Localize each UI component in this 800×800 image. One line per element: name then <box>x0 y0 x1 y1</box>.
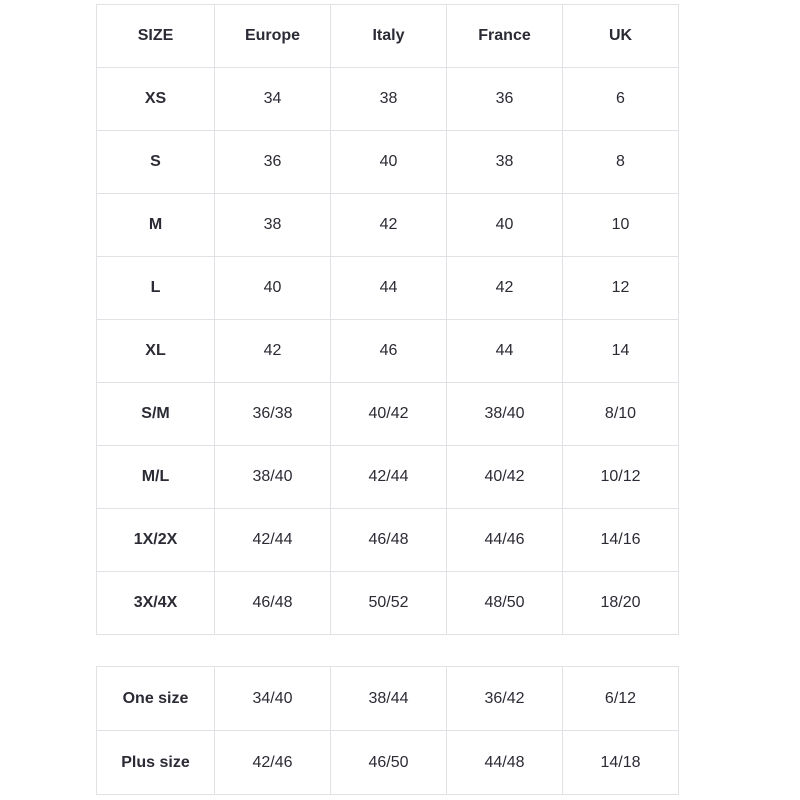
table-row <box>97 509 679 572</box>
cell-size: Plus size <box>97 731 215 795</box>
cell-uk: 8 <box>563 131 679 194</box>
cell-europe: 38 <box>215 194 331 257</box>
cell-size: XL <box>97 320 215 383</box>
cell-size: S/M <box>97 383 215 446</box>
column-header-italy: Italy <box>331 5 447 68</box>
cell-uk: 12 <box>563 257 679 320</box>
cell-europe: 36 <box>215 131 331 194</box>
special-sizes-table <box>96 666 679 795</box>
table-header <box>97 5 679 68</box>
cell-italy: 38 <box>331 68 447 131</box>
cell-france: 40 <box>447 194 563 257</box>
cell-uk: 14 <box>563 320 679 383</box>
cell-uk: 10 <box>563 194 679 257</box>
cell-size: L <box>97 257 215 320</box>
cell-uk: 10/12 <box>563 446 679 509</box>
column-header-france: France <box>447 5 563 68</box>
cell-uk: 6 <box>563 68 679 131</box>
cell-uk: 6/12 <box>563 667 679 731</box>
cell-uk: 14/16 <box>563 509 679 572</box>
cell-size: M <box>97 194 215 257</box>
cell-france: 38 <box>447 131 563 194</box>
cell-france: 36 <box>447 68 563 131</box>
table-row <box>97 68 679 131</box>
cell-france: 44 <box>447 320 563 383</box>
cell-france: 38/40 <box>447 383 563 446</box>
table-row <box>97 257 679 320</box>
table-body <box>97 68 679 635</box>
cell-france: 36/42 <box>447 667 563 731</box>
cell-france: 48/50 <box>447 572 563 635</box>
cell-italy: 40 <box>331 131 447 194</box>
cell-europe: 38/40 <box>215 446 331 509</box>
cell-europe: 34/40 <box>215 667 331 731</box>
column-header-size: SIZE <box>97 5 215 68</box>
cell-size: One size <box>97 667 215 731</box>
table-row <box>97 383 679 446</box>
size-conversion-table <box>96 4 679 635</box>
table-row <box>97 667 679 731</box>
cell-uk: 8/10 <box>563 383 679 446</box>
cell-europe: 34 <box>215 68 331 131</box>
column-header-uk: UK <box>563 5 679 68</box>
cell-italy: 38/44 <box>331 667 447 731</box>
table-row <box>97 194 679 257</box>
table-header-row <box>97 5 679 68</box>
cell-size: 3X/4X <box>97 572 215 635</box>
cell-france: 42 <box>447 257 563 320</box>
cell-europe: 42/44 <box>215 509 331 572</box>
cell-italy: 46/48 <box>331 509 447 572</box>
cell-france: 44/46 <box>447 509 563 572</box>
table-row <box>97 572 679 635</box>
cell-europe: 46/48 <box>215 572 331 635</box>
cell-italy: 40/42 <box>331 383 447 446</box>
table-row <box>97 131 679 194</box>
cell-size: XS <box>97 68 215 131</box>
cell-france: 44/48 <box>447 731 563 795</box>
cell-europe: 40 <box>215 257 331 320</box>
cell-italy: 42 <box>331 194 447 257</box>
cell-europe: 36/38 <box>215 383 331 446</box>
cell-france: 40/42 <box>447 446 563 509</box>
cell-italy: 42/44 <box>331 446 447 509</box>
column-header-europe: Europe <box>215 5 331 68</box>
cell-uk: 18/20 <box>563 572 679 635</box>
special-sizes-table-container <box>96 666 678 795</box>
cell-italy: 46/50 <box>331 731 447 795</box>
cell-uk: 14/18 <box>563 731 679 795</box>
table-body <box>97 667 679 795</box>
size-conversion-table-container <box>96 4 678 635</box>
table-row <box>97 731 679 795</box>
table-row <box>97 320 679 383</box>
cell-italy: 50/52 <box>331 572 447 635</box>
cell-europe: 42 <box>215 320 331 383</box>
cell-size: M/L <box>97 446 215 509</box>
cell-italy: 44 <box>331 257 447 320</box>
table-row <box>97 446 679 509</box>
cell-europe: 42/46 <box>215 731 331 795</box>
cell-size: S <box>97 131 215 194</box>
cell-italy: 46 <box>331 320 447 383</box>
cell-size: 1X/2X <box>97 509 215 572</box>
